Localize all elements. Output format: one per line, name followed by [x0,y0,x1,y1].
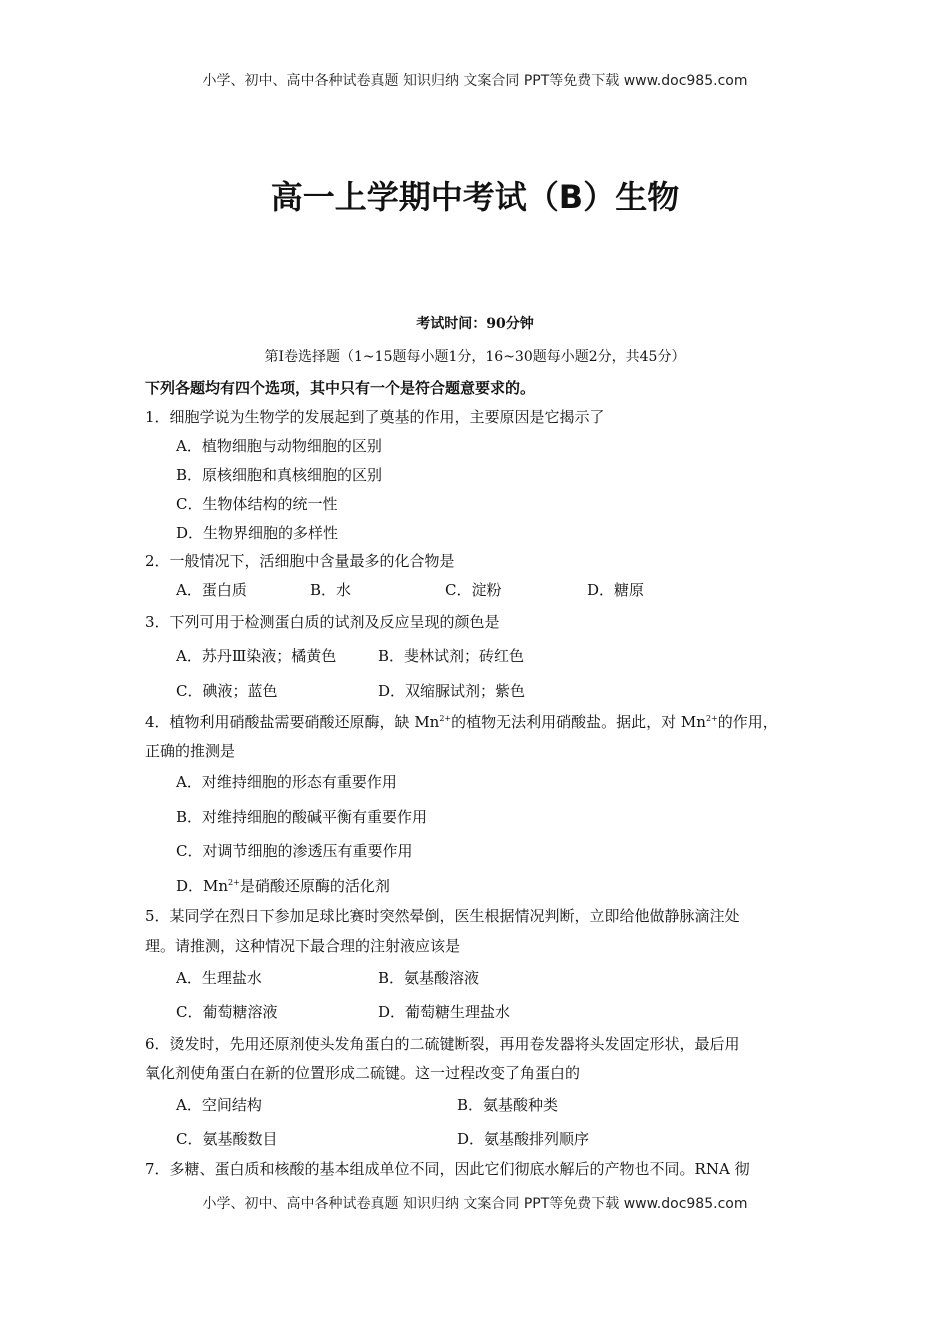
q4-option-a: A．对维持细胞的形态有重要作用 [176,773,397,791]
q4-option-d [176,875,390,896]
q4-stem [145,711,778,732]
q5-option-c: C．葡萄糖溶液 [176,1003,278,1021]
q2-option-c: C．淀粉 [445,581,502,599]
q1-option-a: A．植物细胞与动物细胞的区别 [176,437,382,455]
instruction: 下列各题均有四个选项，其中只有一个是符合题意要求的。 [145,379,536,397]
q5-option-b: B．氨基酸溶液 [378,969,480,987]
q4-stem-part3: 的作用， [717,713,778,731]
q2-stem: 2．一般情况下，活细胞中含量最多的化合物是 [145,552,455,570]
q6-option-a: A．空间结构 [176,1096,262,1114]
q4-stem-part2: 的植物无法利用硝酸盐。据此，对 Mn [451,713,706,731]
q3-option-c: C．碘液；蓝色 [176,682,278,700]
q1-option-d: D．生物界细胞的多样性 [176,524,339,542]
q5-stem: 5．某同学在烈日下参加足球比赛时突然晕倒，医生根据情况判断，立即给他做静脉滴注处 [145,907,740,925]
q2-option-d: D．糖原 [587,581,645,599]
exam-time: 考试时间：90分钟 [416,316,534,332]
superscript: 2+ [705,714,718,723]
q3-stem: 3．下列可用于检测蛋白质的试剂及反应呈现的颜色是 [145,613,500,631]
section-heading: 第Ⅰ卷选择题（1~15题每小题1分，16~30题每小题2分，共45分） [264,349,686,365]
page-header: 小学、初中、高中各种试卷真题 知识归纳 文案合同 PPT等免费下载 www.doc985.com [202,73,748,89]
page-title: 高一上学期中考试（B）生物 [270,178,680,216]
q2-option-b: B．水 [310,581,352,599]
q5-option-d: D．葡萄糖生理盐水 [378,1003,511,1021]
q4-option-c: C．对调节细胞的渗透压有重要作用 [176,842,413,860]
q6-option-d: D．氨基酸排列顺序 [457,1130,590,1148]
q4-option-b: B．对维持细胞的酸碱平衡有重要作用 [176,808,428,826]
q1-stem: 1．细胞学说为生物学的发展起到了奠基的作用，主要原因是它揭示了 [145,408,605,426]
q6-option-b: B．氨基酸种类 [457,1096,559,1114]
q1-option-b: B．原核细胞和真核细胞的区别 [176,466,383,484]
page-footer: 小学、初中、高中各种试卷真题 知识归纳 文案合同 PPT等免费下载 www.doc985.com [202,1196,748,1212]
q6-stem-line2: 氧化剂使角蛋白在新的位置形成二硫键。这一过程改变了角蛋白的 [145,1064,581,1082]
q1-option-c: C．生物体结构的统一性 [176,495,338,513]
q5-option-a: A．生理盐水 [176,969,262,987]
q6-option-c: C．氨基酸数目 [176,1130,278,1148]
q4-option-d-part1: D．Mn [176,877,229,895]
q4-option-d-part2: 是硝酸还原酶的活化剂 [239,877,390,895]
q6-stem: 6．烫发时，先用还原剂使头发角蛋白的二硫键断裂，再用卷发器将头发固定形状，最后用 [145,1035,740,1053]
q2-option-a: A．蛋白质 [176,581,247,599]
q7-stem: 7．多糖、蛋白质和核酸的基本组成单位不同，因此它们彻底水解后的产物也不同。RNA 彻 [145,1160,750,1178]
q4-stem-line2: 正确的推测是 [145,742,236,760]
superscript: 2+ [228,878,240,887]
q3-option-b: B．斐林试剂；砖红色 [378,647,525,665]
q3-option-a: A．苏丹Ⅲ染液；橘黄色 [176,647,337,665]
q5-stem-line2: 理。请推测，这种情况下最合理的注射液应该是 [145,937,461,955]
q3-option-d: D．双缩脲试剂；紫色 [378,682,526,700]
superscript: 2+ [439,714,452,723]
q4-stem-part1: 4．植物利用硝酸盐需要硝酸还原酶，缺 Mn [145,713,440,731]
